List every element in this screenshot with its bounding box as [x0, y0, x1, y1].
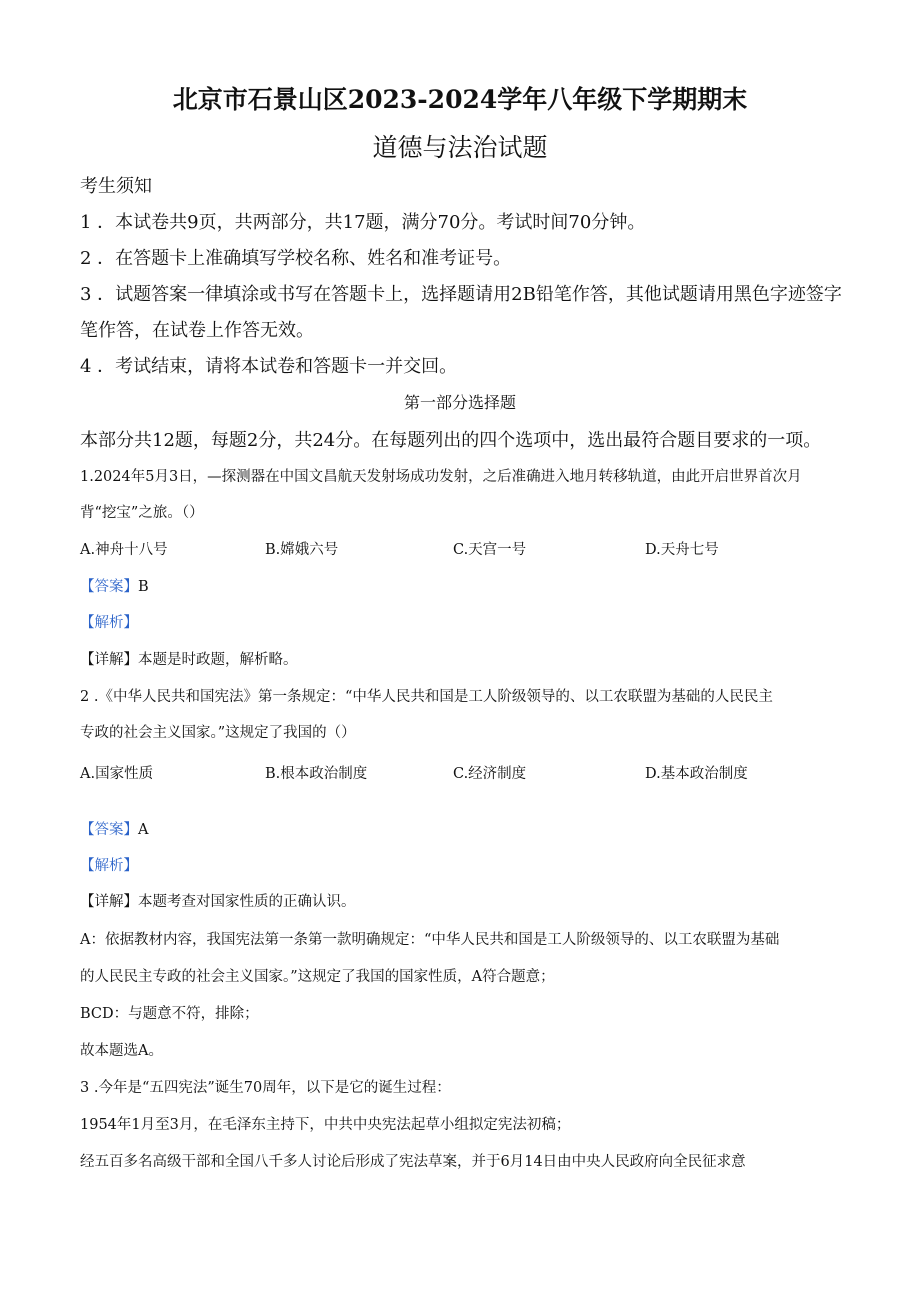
detail-line	[80, 648, 298, 669]
option-b[interactable]: B.嫦娥六号	[265, 542, 339, 558]
notice-item: 笔作答，在试卷上作答无效。	[80, 320, 314, 341]
analysis-tag: 【解析】	[80, 858, 138, 874]
answer-value: A	[138, 822, 149, 838]
question-stem: 3 .今年是“五四宪法”诞生70周年，以下是它的诞生过程：	[80, 1080, 451, 1096]
answer-tag: 【答案】	[80, 579, 138, 595]
analysis-line: BCD：与题意不符，排除；	[80, 1006, 259, 1022]
analysis-tag: 【解析】	[80, 615, 138, 631]
option-a[interactable]: A.神舟十八号	[80, 542, 168, 558]
option-a[interactable]: A.国家性质	[80, 766, 154, 782]
notice-item: 1 ．本试卷共9页，共两部分，共17题，满分70分。考试时间70分钟。	[80, 212, 646, 233]
part-heading: 第一部分选择题	[403, 393, 516, 412]
question-text: 1954年1月至3月，在毛泽东主持下，中共中央宪法起草小组拟定宪法初稿；	[80, 1117, 571, 1133]
option-b[interactable]: B.根本政治制度	[265, 766, 368, 782]
question-stem: 2 .《中华人民共和国宪法》第一条规定：“中华人民共和国是工人阶级领导的、以工农联盟为基础的人民民主	[80, 689, 773, 705]
page-title: 北京市石景山区2023-2024学年八年级下学期期末	[172, 85, 748, 114]
detail-line	[80, 890, 356, 911]
answer-tag: 【答案】	[80, 822, 138, 838]
question-stem: 专政的社会主义国家。”这规定了我国的（）	[80, 725, 356, 741]
answer-value: B	[138, 579, 149, 595]
analysis-line: A：依据教材内容，我国宪法第一条第一款明确规定：“中华人民共和国是工人阶级领导的、以工农联盟为基础	[80, 932, 780, 948]
question-text: 经五百多名高级干部和全国八千多人讨论后形成了宪法草案，并于6月14日由中央人民政府向全民征求意	[80, 1154, 746, 1170]
detail-text: 本题考查对国家性质的正确认识。	[138, 894, 356, 910]
analysis-line: 故本题选A。	[80, 1043, 163, 1059]
part-intro: 本部分共12题，每题2分，共24分。在每题列出的四个选项中，选出最符合题目要求的一项。	[80, 430, 822, 451]
option-c[interactable]: C.经济制度	[453, 766, 527, 782]
page-subtitle: 道德与法治试题	[372, 133, 548, 162]
notice-heading: 考生须知	[80, 176, 152, 197]
detail-text: 本题是时政题，解析略。	[138, 652, 298, 668]
notice-item: 4 ．考试结束，请将本试卷和答题卡一并交回。	[80, 356, 458, 377]
answer-line	[80, 575, 149, 596]
answer-line	[80, 818, 148, 839]
notice-item: 3 ．试题答案一律填涂或书写在答题卡上，选择题请用2B铅笔作答，其他试题请用黑色字迹签字	[80, 284, 842, 305]
option-d[interactable]: D.基本政治制度	[645, 766, 748, 782]
analysis-line: 的人民民主专政的社会主义国家。”这规定了我国的国家性质，A符合题意；	[80, 969, 555, 985]
question-stem: 背“挖宝”之旅。（）	[80, 505, 204, 521]
detail-tag: 【详解】	[80, 894, 138, 910]
option-c[interactable]: C.天宫一号	[453, 542, 527, 558]
notice-item: 2 ．在答题卡上准确填写学校名称、姓名和准考证号。	[80, 248, 512, 269]
option-d[interactable]: D.天舟七号	[645, 542, 719, 558]
question-stem: 1.2024年5月3日，—探测器在中国文昌航天发射场成功发射，之后准确进入地月转移轨道，由此开启世界首次月	[80, 469, 802, 485]
detail-tag: 【详解】	[80, 652, 138, 668]
